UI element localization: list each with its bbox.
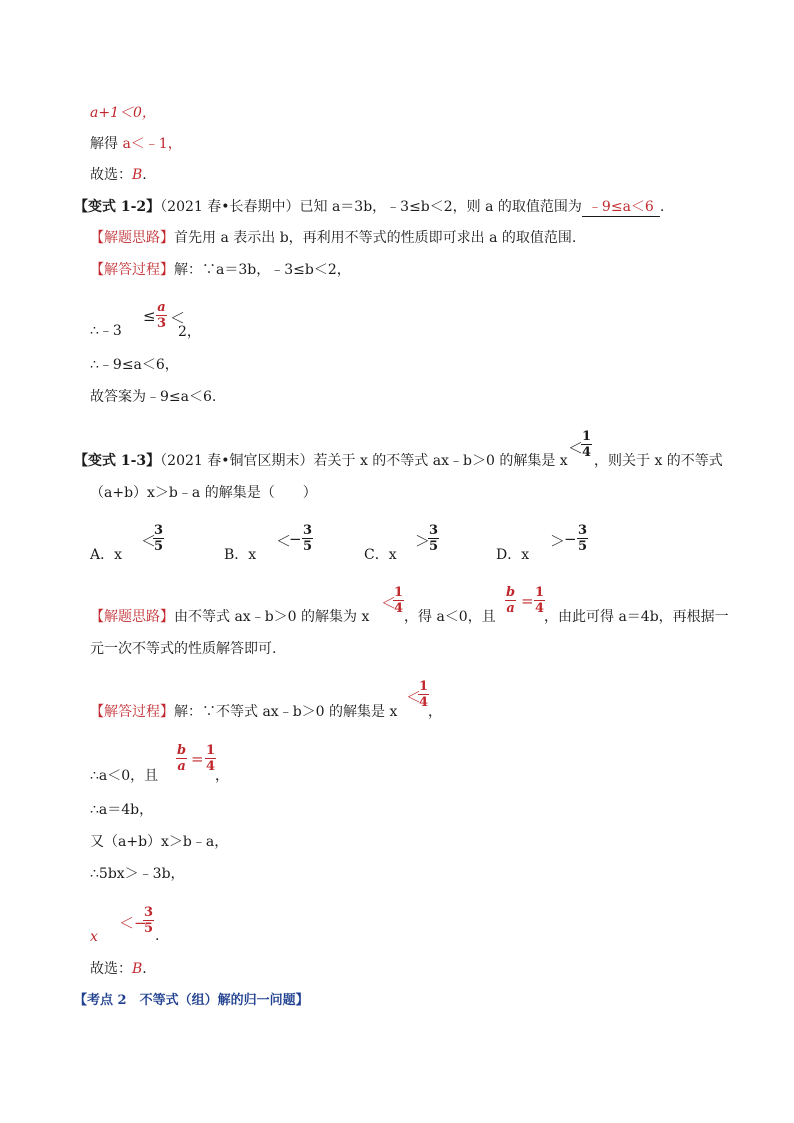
v13-proc-den: 4 bbox=[419, 695, 429, 710]
v13-option-a-label[interactable]: A．x bbox=[90, 547, 123, 563]
v13-option-d-den: 5 bbox=[578, 539, 588, 554]
v13-option-c-frac bbox=[428, 524, 439, 553]
v12-step2: ∴﹣9≤a＜6， bbox=[90, 357, 179, 373]
v12-step1-den: 3 bbox=[157, 316, 167, 331]
v12-idea bbox=[90, 229, 576, 247]
v13-question-line1 bbox=[74, 452, 568, 470]
v13-q-den: 4 bbox=[582, 445, 592, 460]
top-line-2-math: a＜﹣1， bbox=[122, 136, 182, 152]
v13-s6-suffix: . bbox=[142, 961, 147, 977]
v13-s6-answer: B bbox=[132, 961, 143, 977]
v13-option-b-den: 5 bbox=[303, 539, 313, 554]
v13-option-a-den: 5 bbox=[154, 539, 164, 554]
v12-question bbox=[74, 198, 664, 217]
v13-proc-line bbox=[90, 703, 397, 721]
v12-proc-text: 解：∵a＝3b，﹣3≤b＜2， bbox=[174, 262, 351, 278]
top-line-2 bbox=[90, 135, 182, 153]
v13-option-c-num: 3 bbox=[429, 523, 439, 538]
v13-idea-b: ，得 a＜0，且 bbox=[404, 609, 496, 625]
v13-q-num: 1 bbox=[582, 429, 592, 444]
v13-proc-a: 解：∵不等式 ax﹣b＞0 的解集是 x bbox=[174, 704, 398, 720]
v13-q-rel: ＜ bbox=[568, 439, 584, 457]
v13-option-c-rel: ＞ bbox=[415, 532, 431, 550]
v13-idea-c: ，由此可得 a＝4b，再根据一 bbox=[544, 609, 729, 625]
v12-proc bbox=[90, 261, 351, 279]
v13-proc-b: ， bbox=[428, 704, 442, 720]
v13-option-b-rel: ＜ bbox=[276, 532, 292, 550]
v13-q-part2: ，则关于 x 的不等式 bbox=[594, 453, 723, 469]
v12-step1-right: 2， bbox=[178, 324, 201, 340]
v12-step1-rel2: ＜ bbox=[170, 309, 186, 327]
v12-step1-num: a bbox=[157, 300, 166, 315]
v13-q-frac bbox=[581, 430, 592, 459]
v12-idea-text: 首先用 a 表示出 b，再利用不等式的性质即可求出 a 的取值范围. bbox=[174, 230, 577, 246]
v13-idea-line1 bbox=[90, 608, 369, 626]
v12-step1-left: ∴﹣3 bbox=[90, 323, 122, 339]
v13-question-line2: （a+b）x＞b﹣a 的解集是（ ） bbox=[90, 485, 317, 501]
v12-step3: 故答案为﹣9≤a＜6. bbox=[90, 389, 217, 405]
v13-s1-b: ， bbox=[215, 768, 229, 784]
v12-proc-tag: 【解答过程】 bbox=[90, 262, 174, 278]
v13-option-c-label[interactable]: C．x bbox=[364, 547, 397, 563]
v13-s5-b: . bbox=[155, 928, 160, 944]
v13-option-b-num: 3 bbox=[303, 523, 313, 538]
v13-option-d-rel: ＞ bbox=[550, 532, 566, 550]
v13-idea-frac-num: b bbox=[506, 585, 516, 600]
v13-s1-eq: = bbox=[191, 750, 204, 768]
v13-option-d-frac bbox=[577, 524, 588, 553]
v13-s2: ∴a＝4b， bbox=[90, 802, 154, 818]
v13-s1-den: a bbox=[177, 759, 186, 774]
v13-idea-a: 由不等式 ax﹣b＞0 的解集为 x bbox=[174, 609, 370, 625]
v13-s1-num: b bbox=[177, 743, 187, 758]
top-line-2-prefix: 解得 bbox=[90, 136, 123, 152]
v13-option-d-label[interactable]: D．x bbox=[496, 547, 530, 563]
top-line-3-prefix: 故选： bbox=[90, 167, 132, 183]
v13-option-b-sign: − bbox=[289, 530, 302, 548]
v13-proc-num: 1 bbox=[419, 679, 429, 694]
top-line-3 bbox=[90, 166, 147, 184]
v12-step1-frac bbox=[156, 301, 167, 330]
v12-end: . bbox=[659, 199, 665, 215]
v13-idea-line2: 元一次不等式的性质解答即可. bbox=[90, 641, 277, 657]
v13-s4: ∴5bx＞﹣3b， bbox=[90, 866, 185, 882]
v13-option-d-num: 3 bbox=[578, 523, 588, 538]
v13-idea-frac-den: a bbox=[506, 601, 515, 616]
v13-s5-num: 3 bbox=[144, 905, 154, 920]
v13-idea-frac2-den: 4 bbox=[535, 601, 545, 616]
v13-s3: 又（a+b）x＞b﹣a， bbox=[90, 834, 229, 850]
v13-proc-rel: ＜ bbox=[406, 688, 422, 706]
v13-s6-prefix: 故选： bbox=[90, 961, 132, 977]
v13-s5-a: x bbox=[90, 929, 98, 945]
v13-q-part1: （2021 春•铜官区期末）若关于 x 的不等式 ax﹣b＞0 的解集是 x bbox=[160, 453, 568, 469]
v13-s1-den2: 4 bbox=[206, 759, 216, 774]
v12-step1-rel1: ≤ bbox=[143, 307, 156, 325]
v13-option-a-frac bbox=[153, 524, 164, 553]
v12-tag: 【变式 1-2】 bbox=[74, 199, 161, 215]
v13-s5-den: 5 bbox=[144, 921, 154, 936]
v13-s5-frac bbox=[143, 906, 154, 935]
top-line-1: a+1＜0， bbox=[90, 105, 156, 121]
v13-idea-frac bbox=[393, 586, 404, 615]
v13-option-c-den: 5 bbox=[429, 539, 439, 554]
v13-s6 bbox=[90, 960, 147, 978]
v12-idea-tag: 【解题思路】 bbox=[90, 230, 174, 246]
v13-idea-num: 1 bbox=[394, 585, 404, 600]
v13-idea-den: 4 bbox=[394, 601, 404, 616]
v13-idea-frac2-num: 1 bbox=[535, 585, 545, 600]
v13-option-b-frac bbox=[302, 524, 313, 553]
v12-question-text: （2021 春•长春期中）已知 a＝3b，﹣3≤b＜2，则 a 的取值范围为 bbox=[160, 199, 582, 215]
v13-idea-frac-ba bbox=[505, 586, 516, 615]
top-line-3-suffix: . bbox=[142, 167, 147, 183]
v13-s1-num2: 1 bbox=[206, 743, 216, 758]
v13-idea-eq: = bbox=[521, 592, 534, 610]
top-line-3-answer: B bbox=[132, 167, 143, 183]
v13-s1-a: ∴a＜0，且 bbox=[90, 768, 159, 784]
v13-s5-rel: ＜− bbox=[119, 914, 147, 932]
v13-option-a-num: 3 bbox=[154, 523, 164, 538]
v13-option-b-label[interactable]: B．x bbox=[224, 547, 257, 563]
v13-option-a-rel: ＜ bbox=[141, 532, 157, 550]
v13-option-d-sign: − bbox=[564, 530, 577, 548]
v12-answer: ﹣9≤a＜6 bbox=[582, 198, 660, 217]
v13-s1-frac bbox=[176, 744, 187, 773]
v13-idea-tag: 【解题思路】 bbox=[90, 609, 174, 625]
section-title: 【考点 2 不等式（组）解的归一问题】 bbox=[74, 993, 309, 1008]
v13-idea-rel: ＜ bbox=[381, 594, 397, 612]
v13-tag: 【变式 1-3】 bbox=[74, 453, 161, 469]
v13-proc-tag: 【解答过程】 bbox=[90, 704, 174, 720]
